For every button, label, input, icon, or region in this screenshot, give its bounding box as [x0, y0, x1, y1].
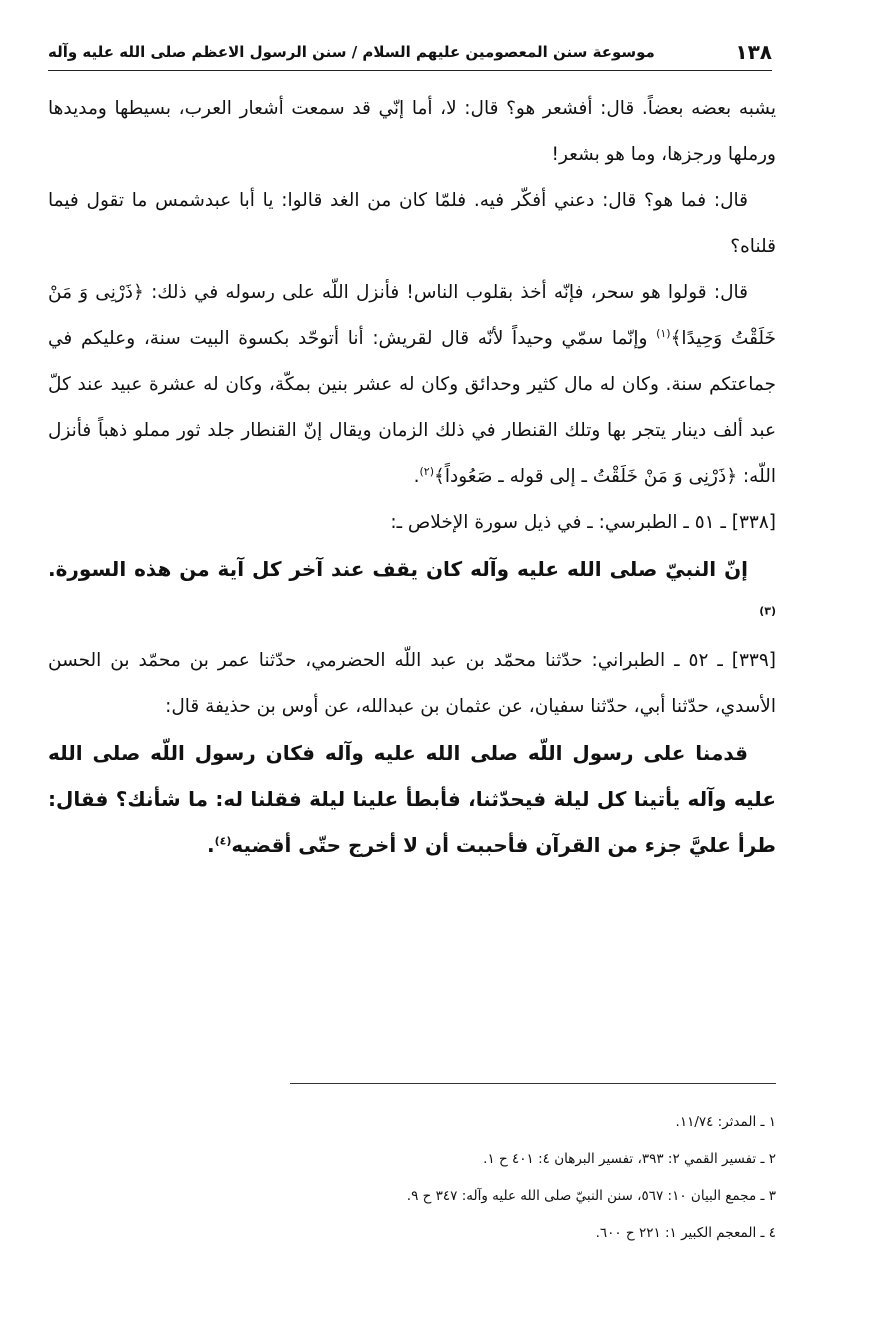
paragraph-2-text: قال: فما هو؟ قال: دعني أفكّر فيه. فلمّا كان من الغد قالوا: يا أبا عبدشمس ما تقول فيما قلناه؟	[48, 190, 776, 257]
paragraph-3-quran: قال: قولوا هو سحر، فإنّه أخذ بقلوب الناس! فأنزل اللّه على رسوله في ذلك: ﴿ذَرْنِى وَ مَنْ خَلَقْتُ وَحِيدًا﴾	[48, 282, 776, 349]
footnote-ref-2: (٢)	[419, 464, 435, 478]
hadith-339-text: قدمنا على رسول اللّه صلى الله عليه وآله فكان رسول اللّه صلى الله عليه وآله يأتينا كل ليلة فيحدّثنا، فأبطأ علينا ليلة فقلنا له: ما شأنك؟ فقال: طرأ عليَّ جزء من القرآن فأحببت أن لا أخرج حتّى أقضيه$^{(٤)}$.	[48, 741, 776, 857]
paragraph-3-text: وإنّما سمّي وحيداً لأنّه قال لقريش: أنا أتوحّد بكسوة البيت سنة، وعليكم في جماعتكم سنة. وكان له مال كثير وحدائق وكان له عشر بنين بمكّة، وكان له عشرة عبيد عند كلّ عبد ألف دينار يتجر بها وتلك القنطار في ذلك الزمان ويقال إنّ القنطار جلد ثور مملو ذهباً فأنزل اللّه: ﴿ذَرْنِى وَ مَنْ خَلَقْتُ ـ إلى قوله ـ صَعُوداً﴾	[48, 328, 776, 487]
hadith-338-body: إنّ النبيّ صلى الله عليه وآله كان يقف عند آخر كل آية من هذه السورة.	[48, 557, 748, 581]
hadith-338-head	[48, 500, 776, 546]
footnote-2: ٢ ـ تفسير القمي ٢: ٣٩٣، تفسير البرهان ٤: ٤٠١ ح ١.	[483, 1151, 776, 1167]
hadith-339-source: [٣٣٩] ـ ٥٢ ـ الطبراني: حدّثنا محمّد بن عبد اللّه الحضرمي، حدّثنا عمر بن محمّد بن الحسن الأسدي، حدّثنا أبي، حدّثنا سفيان، عن عثمان بن عبدالله، عن أوس بن حذيفة قال:	[48, 650, 776, 717]
page-header	[48, 34, 772, 71]
paragraph-1	[48, 86, 776, 178]
hadith-338-source: [٣٣٨] ـ ٥١ ـ الطبرسي: ـ في ذيل سورة الإخلاص ـ:	[390, 512, 776, 533]
paragraph-2	[48, 178, 776, 270]
footnote-ref-1: (١)	[656, 326, 671, 340]
hadith-339-head	[48, 638, 776, 730]
main-text	[48, 86, 776, 868]
paragraph-1-text: يشبه بعضه بعضاً. قال: أفشعر هو؟ قال: لا، أما إنّي قد سمعت أشعار العرب، بسيطها ومديدها ورملها ورجزها، وما هو بشعر!	[48, 98, 776, 165]
footnote-4: ٤ ـ المعجم الكبير ١: ٢٢١ ح ٦٠٠.	[595, 1225, 776, 1241]
footnote-divider	[290, 1083, 776, 1084]
footnote-1: ١ ـ المدثر: ١١/٧٤.	[675, 1114, 776, 1130]
hadith-339-body-a: قدمنا على رسول اللّه صلى الله عليه وآله فكان رسول اللّه صلى الله عليه وآله يأتينا كل ليلة فيحدّثنا،	[48, 741, 776, 811]
paragraph-3: قال: قولوا هو سحر، فإنّه أخذ بقلوب الناس! فأنزل اللّه على رسوله في ذلك: ﴿ذَرْنِى وَ مَنْ خَلَقْتُ وَحِيدًا﴾$^{(١)}$ وإنّما سمّي وحيداً لأنّه قال لقريش: أنا أتوحّد بكسوة البيت سنة، وعليكم في جماعتكم سنة. وكان له مال كثير وحدائق وكان له عشر بنين بمكّة، وكان له عشرة عبيد عند كلّ عبد ألف دينار يتجر بها وتلك القنطار في ذلك الزمان ويقال إنّ القنطار جلد ثور مملو ذهباً فأنزل اللّه: ﴿ذَرْنِى وَ مَنْ خَلَقْتُ ـ إلى قوله ـ صَعُوداً﴾$^{(٢)}$.	[48, 282, 776, 487]
hadith-338-text	[48, 546, 776, 638]
footnote-3: ٣ ـ مجمع البيان ١٠: ٥٦٧، سنن النبيّ صلى الله عليه وآله: ٣٤٧ ح ٩.	[406, 1188, 776, 1204]
footnote-ref-3: (٣)	[759, 604, 776, 618]
running-title: موسوعة سنن المعصومين عليهم السلام / سنن الرسول الاعظم صلى الله عليه وآله	[48, 43, 655, 61]
footnotes	[60, 1104, 776, 1252]
page-number: ١٣٨	[735, 40, 772, 64]
hadith-339-body-b: فأبطأ علينا ليلة فقلنا له: ما شأنك؟ فقال: طرأ عليَّ جزء من القرآن فأحببت أن لا أخرج حتّى أقضيه	[48, 787, 776, 857]
footnote-ref-4: (٤)	[214, 834, 232, 848]
